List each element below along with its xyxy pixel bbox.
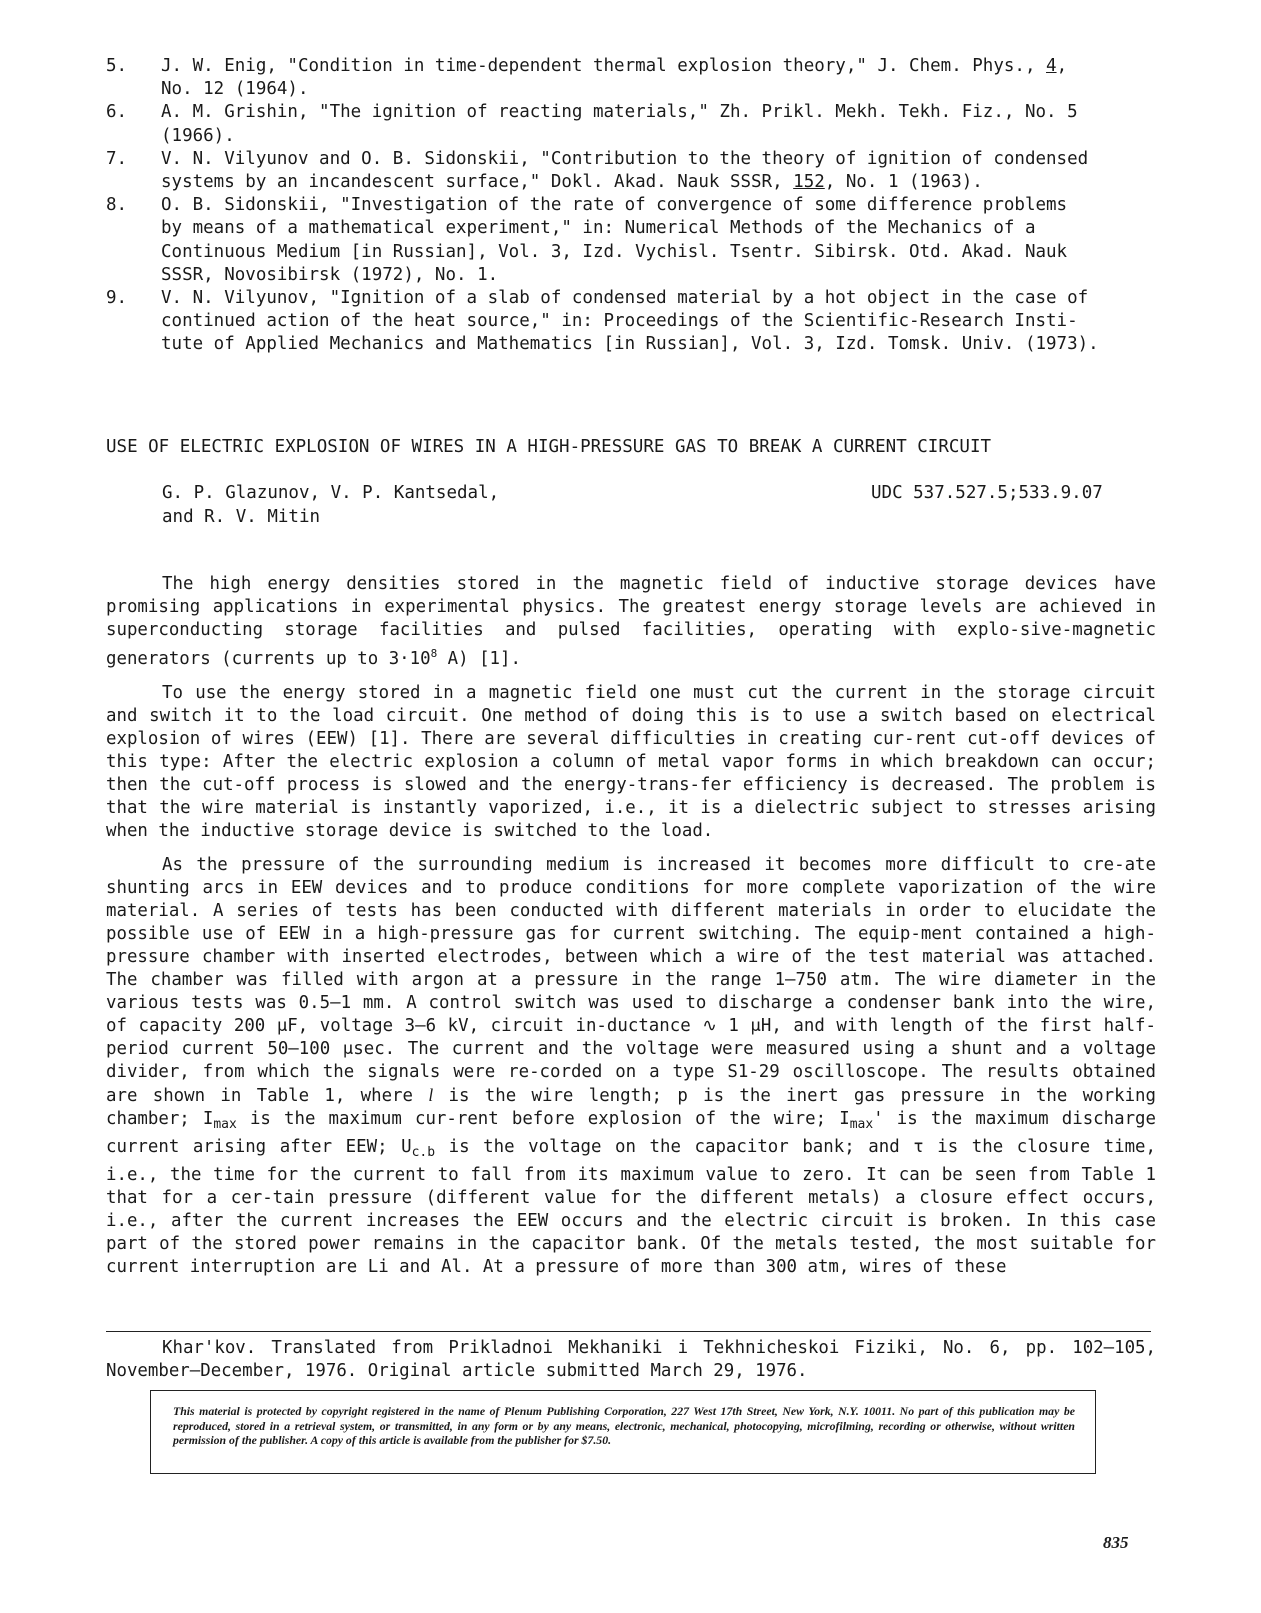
body-paragraph <box>106 573 1156 671</box>
paragraph-text: The high energy densities stored in the magnetic field of inductive storage devices have promising applications in experimental physics. The greatest energy storage levels are achieved in superconducting storage facilities and pulsed facilities, operating with explo-sive-magnetic generators (currents up to 3·10 <box>106 574 1156 669</box>
reference-number: 9. <box>106 288 128 309</box>
body-paragraph <box>106 854 1156 1279</box>
article-authors <box>162 482 499 529</box>
page-number: 835 <box>1103 1533 1129 1552</box>
subscript: c.b <box>411 1145 436 1160</box>
reference-volume: 152 <box>793 172 825 193</box>
subscript: max <box>849 1117 874 1132</box>
paragraph-text: As the pressure of the surrounding medium is increased it becomes more difficult to cre-ate shunting arcs in EEW devices and to produce conditions for more complete vaporization of the wire material. A series of tests has been conducted with different materials in order to elucidate the possible use of EEW in a high-pressure gas for current switching. The equip-ment contained a high-pressure chamber with inserted electrodes, between which a wire of the test material was attached. The chamber was filled with argon at a pressure in the range 1–750 atm. The wire diameter in the various tests was 0.5–1 mm. A control switch was used to discharge a condenser bank into the wire, of capacity 200 μF, voltage 3–6 kV, circuit in-ductance ∿ 1 μH, and with length of the first half-period current 50–100 μsec. The current and the voltage were measured using a shunt and a voltage divider, from which the signals were re-corded on a type S1-29 oscilloscope. The results obtained are shown in Table 1, where <box>106 855 1156 1106</box>
reference-volume: 4 <box>1046 56 1057 76</box>
copyright-box <box>150 1390 1096 1474</box>
reference-item <box>106 55 1156 101</box>
reference-text-end: , No. 1 (1963). <box>824 172 983 193</box>
reference-text: V. N. Vilyunov and O. B. Sidonskii, "Contribution to the theory of ignition of condensed systems by an incandescent surface," Dokl. Akad. Nauk SSSR, <box>161 148 1089 193</box>
body-paragraph: To use the energy stored in a magnetic field one must cut the current in the storage circuit and switch it to the load circuit. One method of doing this is to use a switch based on electrical explosion of wires (EEW) [1]. There are several difficulties in creating cur-rent cut-off devices of this type: After the electric explosion a column of metal vapor forms in which breakdown can occur; then the cut-off process is slowed and the energy-trans-fer efficiency is decreased. The problem is that the wire material is instantly vaporized, i.e., it is a dielectric subject to stresses arising when the inductive storage device is switched to the load. <box>106 683 1156 841</box>
udc-code: UDC 537.527.5;533.9.07 <box>871 483 1103 503</box>
copyright-notice: This material is protected by copyright registered in the name of Plenum Publishing Corporation, 227 West 17th Street, New York, N.Y. 10011. No part of this publication may be reproduced, stored in a retrieval system, or transmitted, in any form or by any means, electronic, mechanical, photocopying, microfilming, recording or otherwise, without written permission of the publisher. A copy of this article is available from the publisher for $7.50. <box>173 1404 1075 1448</box>
symbol-l: l <box>428 1085 434 1105</box>
reference-number: 7. <box>106 148 128 169</box>
authors-line: and R. V. Mitin <box>162 506 321 527</box>
article-body <box>106 573 1156 1290</box>
reference-number: 8. <box>106 195 128 216</box>
paragraph-text: is the maximum cur-rent before explosion of the wire; I <box>236 1109 850 1129</box>
article-title: USE OF ELECTRIC EXPLOSION OF WIRES IN A HIGH-PRESSURE GAS TO BREAK A CURRENT CIRCUIT <box>106 437 992 457</box>
reference-number: 5. <box>106 56 128 76</box>
reference-text: O. B. Sidonskii, "Investigation of the rate of convergence of some difference problems by means of a mathematical experiment," in: Numerical Methods of the Mechanics of a Continuous Medium [in Russian], Vol. 3, Izd. Vychisl. Tsentr. Sibirsk. Otd. Akad. Nauk SSSR, Novosibirsk (1972), No. 1. <box>161 195 1068 285</box>
reference-text-end: , No. 12 (1964). <box>161 56 1068 100</box>
reference-text: A. M. Grishin, "The ignition of reacting materials," Zh. Prikl. Mekh. Tekh. Fiz., No. 5 (1966). <box>161 102 1078 146</box>
reference-item <box>106 101 1156 147</box>
reference-item <box>106 287 1156 357</box>
translation-note: Khar'kov. Translated from Prikladnoi Mekhaniki i Tekhnicheskoi Fiziki, No. 6, pp. 102–105, November–December, 1976. Original article submitted March 29, 1976. <box>106 1338 1156 1381</box>
authors-line: G. P. Glazunov, V. P. Kantsedal, <box>162 483 500 503</box>
paragraph-text: is the voltage on the capacitor bank; and τ is the closure time, i.e., the time for the current to fall from its maximum value to zero. It can be seen from Table 1 that for a cer-tain pressure (different value for the different metals) a closure effect occurs, i.e., after the current increases the EEW occurs and the electric circuit is broken. In this case part of the stored power remains in the capacitor bank. Of the metals tested, the most suitable for current interruption are Li and Al. At a pressure of more than 300 atm, wires of these <box>106 1137 1156 1277</box>
reference-text: V. N. Vilyunov, "Ignition of a slab of condensed material by a hot object in the case of continued action of the heat source," in: Proceedings of the Scientific-Research Insti- tute of Applied Mechanics and Mathematics [in Russian], Vol. 3, Izd. Tomsk. Univ. (1973). <box>161 288 1099 355</box>
reference-list <box>106 55 1156 357</box>
reference-text: J. W. Enig, "Condition in time-dependent thermal explosion theory," J. Chem. Phys., <box>161 56 1047 76</box>
exponent: 8 <box>430 647 438 660</box>
paragraph-text: A) [1]. <box>437 649 521 669</box>
reference-item <box>106 148 1156 194</box>
reference-item <box>106 194 1156 287</box>
reference-number: 6. <box>106 102 128 123</box>
paragraph-text: is the wire length; p is the inert gas pressure in the working chamber; I <box>106 1086 1156 1129</box>
subscript: max <box>213 1117 237 1132</box>
paragraph-text: ' is the maximum discharge current arising after EEW; U <box>106 1109 1156 1157</box>
footnote-divider <box>106 1331 1151 1332</box>
